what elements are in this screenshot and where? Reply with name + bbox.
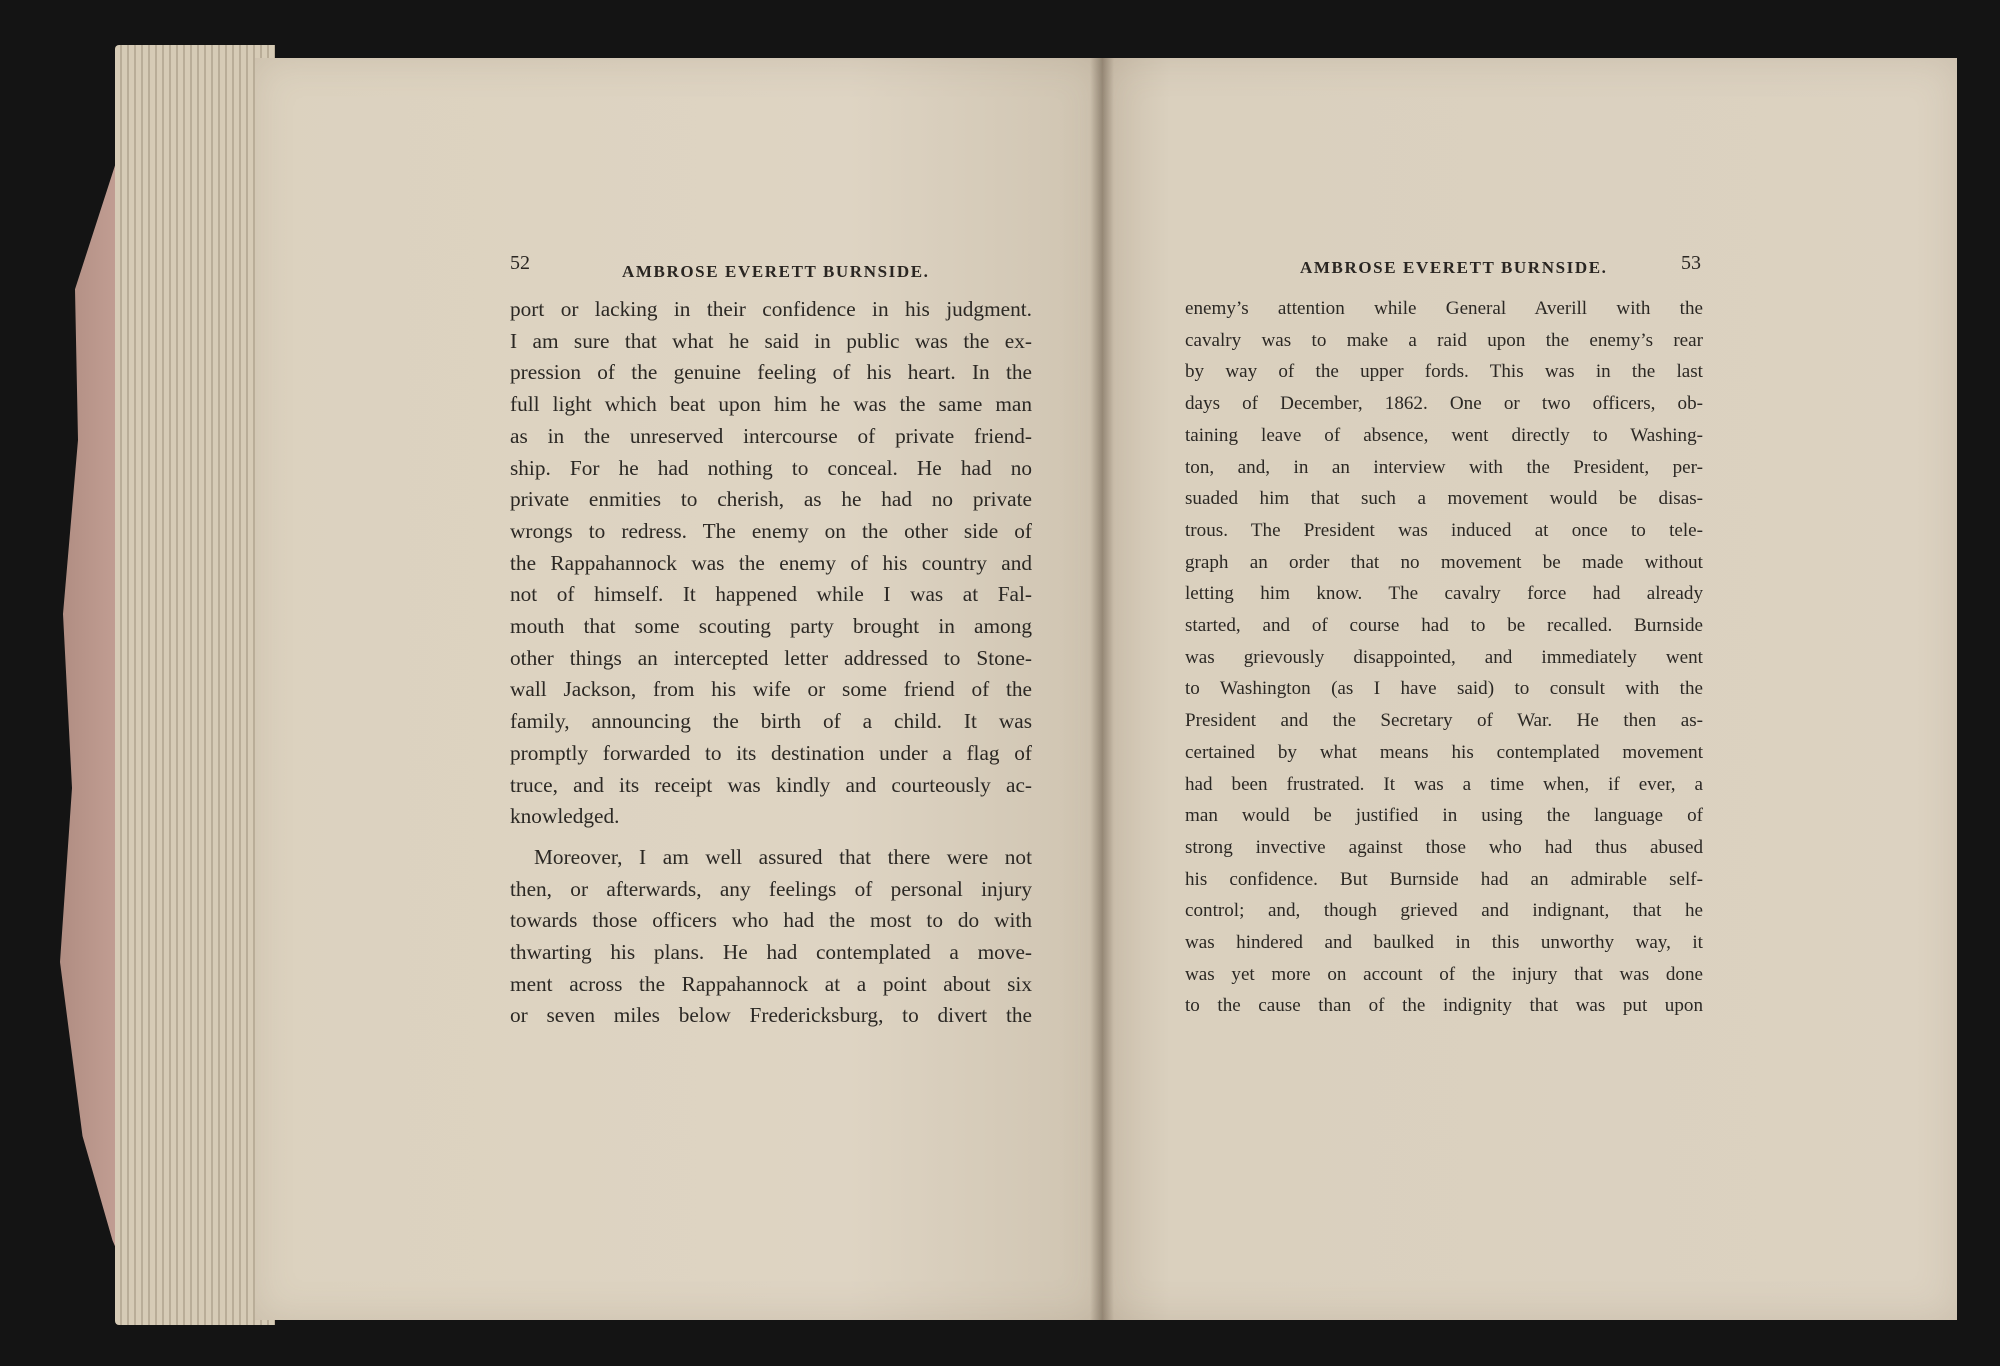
text-line: or seven miles below Fredericksburg, to divert the — [510, 1003, 1032, 1028]
page-edge-stack — [115, 45, 275, 1325]
text-line: ment across the Rappahannock at a point about six — [510, 971, 1032, 996]
book-gutter — [1090, 58, 1114, 1320]
text-line: was yet more on account of the injury that was done — [1185, 963, 1703, 985]
text-line: then, or afterwards, any feelings of personal injury — [510, 876, 1032, 901]
text-line: had been frustrated. It was a time when, if ever, a — [1185, 773, 1703, 795]
text-line: full light which beat upon him he was the same man — [510, 392, 1032, 417]
text-line: towards those officers who had the most to do with — [510, 908, 1032, 933]
text-line: other things an intercepted letter addressed to Stone- — [510, 645, 1032, 670]
text-line: President and the Secretary of War. He then as- — [1185, 710, 1703, 732]
text-line: ton, and, in an interview with the President, per- — [1185, 456, 1703, 478]
text-line: port or lacking in their confidence in his judgment. — [510, 297, 1032, 321]
text-line: pression of the genuine feeling of his heart. In the — [510, 360, 1032, 385]
text-line: was grievously disappointed, and immediately went — [1185, 646, 1703, 668]
right-page-body — [1185, 293, 1703, 1022]
text-line: certained by what means his contemplated movement — [1185, 741, 1703, 763]
text-line: knowledged. — [510, 804, 620, 829]
text-line: I am sure that what he said in public was the ex- — [510, 328, 1032, 353]
text-line: the Rappahannock was the enemy of his country and — [510, 550, 1032, 575]
text-line: started, and of course had to be recalled. Burnside — [1185, 615, 1703, 637]
text-line: to Washington (as I have said) to consult with the — [1185, 678, 1703, 700]
text-line: enemy’s attention while General Averill with the — [1185, 298, 1703, 319]
right-page-number: 53 — [1681, 252, 1701, 274]
text-line: by way of the upper fords. This was in the last — [1185, 361, 1703, 383]
text-line: strong invective against those who had thus abused — [1185, 836, 1703, 858]
text-line: cavalry was to make a raid upon the enemy’s rear — [1185, 329, 1703, 351]
text-line: ship. For he had nothing to conceal. He had no — [510, 455, 1032, 480]
text-line: trous. The President was induced at once to tele- — [1185, 519, 1703, 541]
text-line: as in the unreserved intercourse of private friend- — [510, 423, 1032, 448]
left-page-body — [510, 294, 1032, 1032]
text-line: days of December, 1862. One or two officers, ob- — [1185, 393, 1703, 415]
text-line: not of himself. It happened while I was at Fal- — [510, 582, 1032, 607]
text-line: man would be justified in using the language of — [1185, 805, 1703, 827]
text-line: wall Jackson, from his wife or some friend of the — [510, 677, 1032, 702]
text-line: suaded him that such a movement would be disas- — [1185, 488, 1703, 510]
left-page-number: 52 — [510, 252, 530, 274]
text-line: graph an order that no movement be made without — [1185, 551, 1703, 573]
left-running-head: AMBROSE EVERETT BURNSIDE. — [622, 262, 930, 281]
text-line: taining leave of absence, went directly to Washing- — [1185, 424, 1703, 446]
text-line: thwarting his plans. He had contemplated a move- — [510, 940, 1032, 965]
right-running-head: AMBROSE EVERETT BURNSIDE. — [1300, 258, 1608, 277]
text-line: Moreover, I am well assured that there were not — [534, 844, 1032, 869]
text-line: promptly forwarded to its destination under a flag of — [510, 740, 1032, 765]
text-line: his confidence. But Burnside had an admirable self- — [1185, 868, 1703, 890]
text-line: wrongs to redress. The enemy on the other side of — [510, 518, 1032, 543]
text-line: letting him know. The cavalry force had already — [1185, 583, 1703, 605]
text-line: control; and, though grieved and indignant, that he — [1185, 900, 1703, 922]
text-line: family, announcing the birth of a child. It was — [510, 709, 1032, 734]
text-line: mouth that some scouting party brought in among — [510, 614, 1032, 639]
text-line: private enmities to cherish, as he had no private — [510, 487, 1032, 512]
text-line: to the cause than of the indignity that was put upon — [1185, 995, 1703, 1017]
text-line: truce, and its receipt was kindly and courteously ac- — [510, 772, 1032, 797]
text-line: was hindered and baulked in this unworthy way, it — [1185, 932, 1703, 954]
